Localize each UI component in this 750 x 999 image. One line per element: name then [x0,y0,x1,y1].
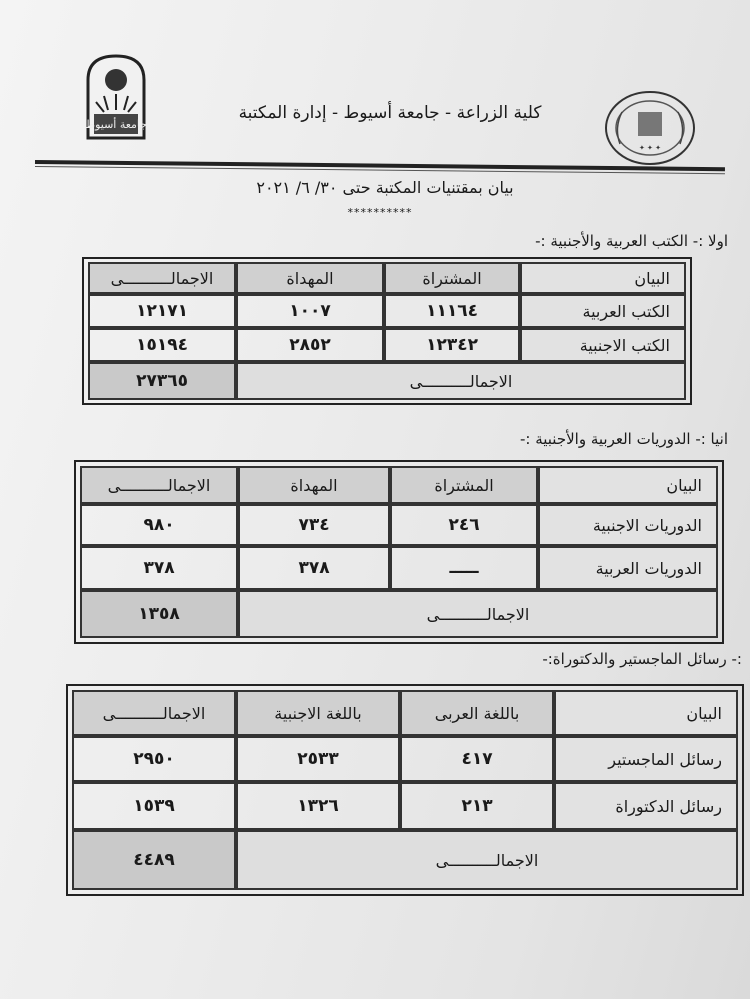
grand-total-value: ١٣٥٨ [80,590,238,638]
table-cell: ٢٥٣٣ [236,736,400,782]
faculty-seal-logo [600,88,700,168]
table-cell: ـــــ [390,546,538,590]
row-label: الدوريات الاجنبية [538,504,718,546]
row-label: الدوريات العربية [538,546,718,590]
table-cell: ١٢١٧١ [88,294,236,328]
header-total: الاجمالــــــــــى [72,690,236,736]
row-label: رسائل الدكتوراة [554,782,738,830]
svg-text:✦ ✦ ✦: ✦ ✦ ✦ [638,144,662,152]
header-total: الاجمالــــــــــى [80,466,238,504]
row-label: الكتب الاجنبية [520,328,686,362]
total-label: الاجمالــــــــــى [236,362,686,400]
row-label: الكتب العربية [520,294,686,328]
header-description: البيان [520,262,686,294]
header-description: البيان [554,690,738,736]
table-cell: ٤١٧ [400,736,554,782]
table-cell: ٢٤٦ [390,504,538,546]
table-cell: ١٣٢٦ [236,782,400,830]
table-cell: ٢٩٥٠ [72,736,236,782]
row-label: رسائل الماجستير [554,736,738,782]
grand-total-value: ٢٧٣٦٥ [88,362,236,400]
table-cell: ١٠٠٧ [236,294,384,328]
header-purchased: المشتراة [384,262,520,294]
total-label: الاجمالــــــــــى [236,830,738,890]
table-cell: ٣٧٨ [238,546,390,590]
table-cell: ٢١٣ [400,782,554,830]
header-foreign-language: باللغة الاجنبية [236,690,400,736]
faculty-header-title: كلية الزراعة - جامعة أسيوط - إدارة المكتبة [238,103,542,123]
section3-heading: :- رسائل الماجستير والدكتوراة:- [542,650,742,668]
section1-heading: اولا :- الكتب العربية والأجنبية :- [535,232,728,250]
table-cell: ١٥٣٩ [72,782,236,830]
university-logo [82,50,150,142]
table-cell: ٢٨٥٢ [236,328,384,362]
header-arabic-language: باللغة العربى [400,690,554,736]
svg-text:جامعة أسيوط: جامعة أسيوط [84,118,148,131]
header-purchased: المشتراة [390,466,538,504]
table-cell: ١١١٦٤ [384,294,520,328]
header-gifted: المهداة [238,466,390,504]
section2-heading: انيا :- الدوريات العربية والأجنبية :- [519,430,728,448]
document-title: بيان بمقتنيات المكتبة حتى ٣٠/ ٦/ ٢٠٢١ [256,178,514,197]
table-cell: ١٢٣٤٢ [384,328,520,362]
table-cell: ٧٣٤ [238,504,390,546]
table-cell: ٩٨٠ [80,504,238,546]
header-description: البيان [538,466,718,504]
header-gifted: المهداة [236,262,384,294]
table-cell: ٣٧٨ [80,546,238,590]
grand-total-value: ٤٤٨٩ [72,830,236,890]
total-label: الاجمالــــــــــى [238,590,718,638]
header-total: الاجمالــــــــــى [88,262,236,294]
table-cell: ١٥١٩٤ [88,328,236,362]
title-stars: ********** [347,206,413,219]
